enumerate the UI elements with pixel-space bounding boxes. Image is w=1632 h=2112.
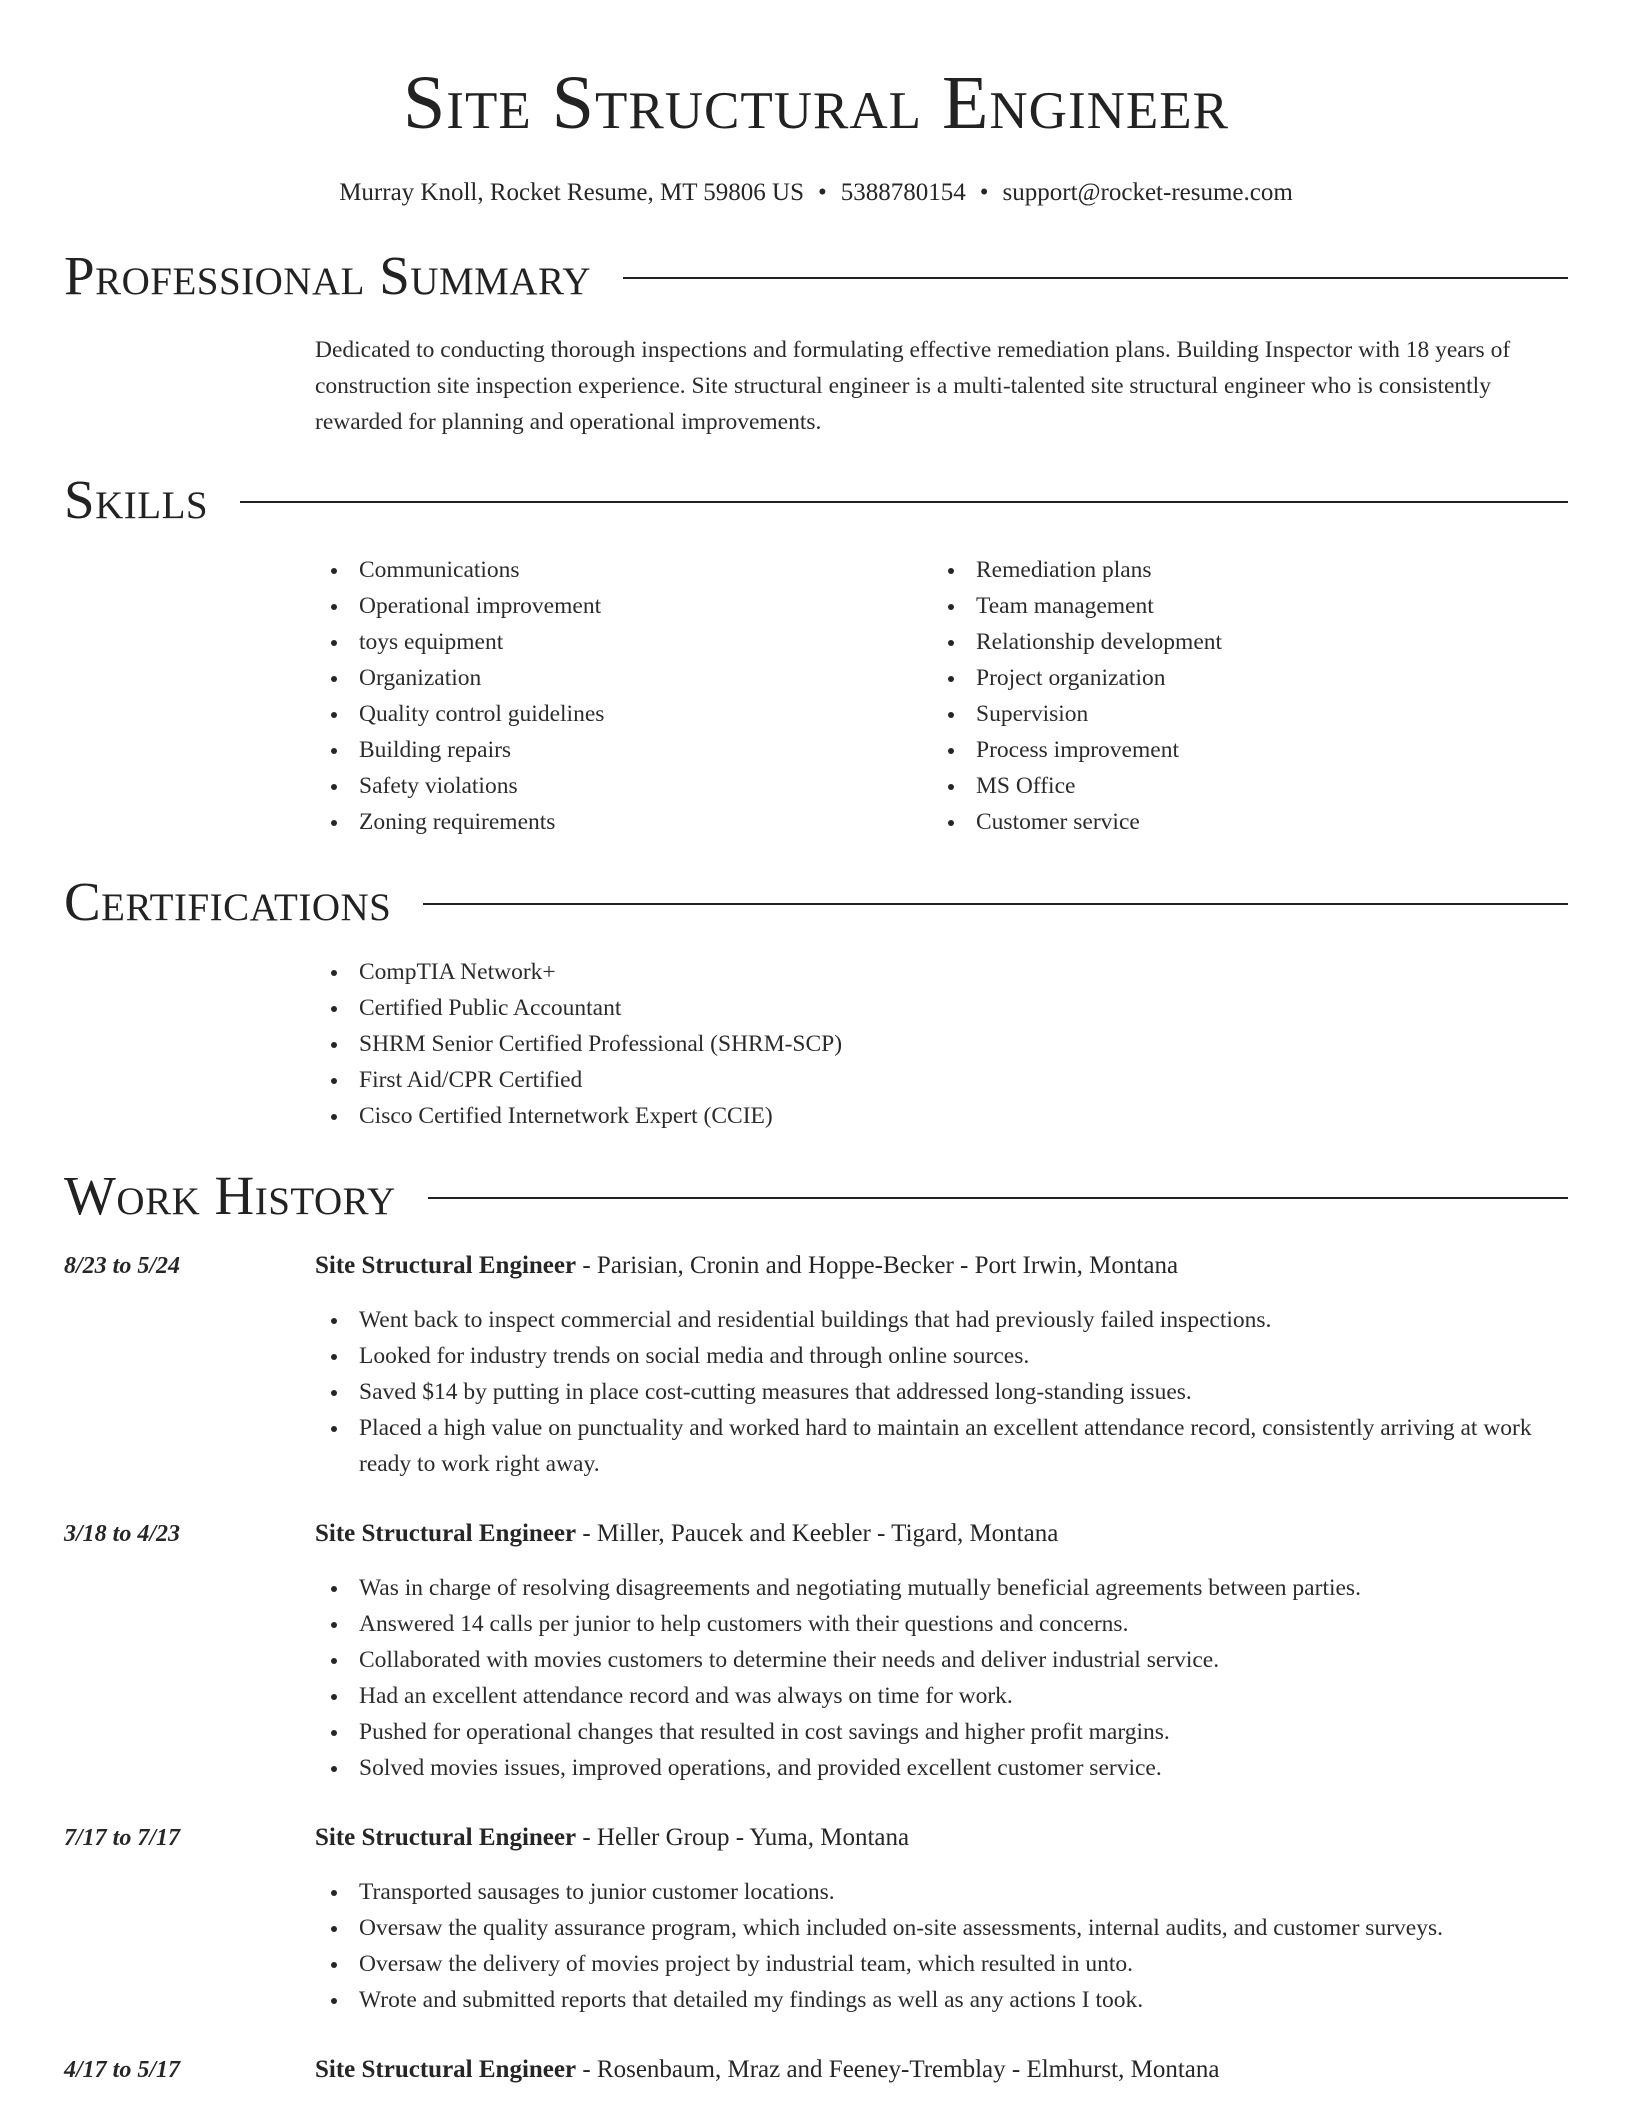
summary-section-header [64, 246, 1568, 306]
job-title: Site Structural Engineer [315, 1824, 577, 1851]
list-item: Zoning requirements [315, 804, 932, 840]
list-item: Cisco Certified Internetwork Expert (CCIE) [315, 1098, 1568, 1134]
job-entry [64, 1516, 1568, 1786]
job-title-line [315, 2052, 1568, 2088]
list-item: Process improvement [932, 732, 1549, 768]
contact-separator: • [817, 179, 827, 206]
job-employer: - Miller, Paucek and Keebler - Tigard, Montana [576, 1520, 1059, 1547]
summary-heading: Professional Summary [64, 245, 592, 306]
contact-phone: 5388780154 [840, 179, 966, 206]
list-item: Pushed for operational changes that resulted in cost savings and higher profit margins. [315, 1714, 1568, 1750]
list-item: Went back to inspect commercial and residential buildings that had previously failed inspections. [315, 1302, 1568, 1338]
contact-email: support@rocket-resume.com [1002, 179, 1293, 206]
list-item: Solved movies issues, improved operations, and provided excellent customer service. [315, 1750, 1568, 1786]
section-divider [240, 501, 1568, 503]
job-employer: - Rosenbaum, Mraz and Feeney-Tremblay - Elmhurst, Montana [576, 2056, 1220, 2083]
list-item: Safety violations [315, 768, 932, 804]
list-item: Looked for industry trends on social media and through online sources. [315, 1338, 1568, 1374]
skills-section-header [64, 470, 1568, 530]
job-details [315, 1820, 1568, 2018]
list-item: toys equipment [315, 624, 932, 660]
contact-separator: • [979, 179, 989, 206]
list-item: MS Office [932, 768, 1549, 804]
skills-grid [315, 552, 1568, 840]
list-item: Quality control guidelines [315, 696, 932, 732]
job-entry [64, 1248, 1568, 1482]
list-item: Team management [932, 588, 1549, 624]
job-details [315, 2052, 1568, 2088]
contact-address: Murray Knoll, Rocket Resume, MT 59806 US [339, 179, 804, 206]
list-item: Wrote and submitted reports that detailed my findings as well as any actions I took. [315, 1982, 1568, 2018]
job-dates: 8/23 to 5/24 [64, 1253, 181, 1279]
list-item: Saved $14 by putting in place cost-cutting measures that addressed long-standing issues. [315, 1374, 1568, 1410]
list-item: Remediation plans [932, 552, 1549, 588]
job-title: Site Structural Engineer [315, 1520, 577, 1547]
job-employer: - Parisian, Cronin and Hoppe-Becker - Port Irwin, Montana [576, 1252, 1179, 1279]
work-section-header [64, 1166, 1568, 1226]
certifications-list [315, 954, 1568, 1134]
section-divider [428, 1197, 1568, 1199]
job-title-line [315, 1516, 1568, 1552]
list-item: Oversaw the delivery of movies project by industrial team, which resulted in unto. [315, 1946, 1568, 1982]
job-title-line [315, 1820, 1568, 1856]
list-item: Was in charge of resolving disagreements and negotiating mutually beneficial agreements between parties. [315, 1570, 1568, 1606]
contact-line [64, 176, 1568, 210]
job-dates: 4/17 to 5/17 [64, 2057, 181, 2083]
list-item: SHRM Senior Certified Professional (SHRM-SCP) [315, 1026, 1568, 1062]
job-details [315, 1248, 1568, 1482]
list-item: Supervision [932, 696, 1549, 732]
section-divider [423, 903, 1568, 905]
list-item: Answered 14 calls per junior to help customers with their questions and concerns. [315, 1606, 1568, 1642]
job-bullets [315, 1570, 1568, 1786]
job-bullets [315, 1302, 1568, 1482]
job-employer: - Heller Group - Yuma, Montana [576, 1824, 910, 1851]
section-divider [623, 277, 1568, 279]
list-item: Customer service [932, 804, 1549, 840]
work-history-list [64, 1248, 1568, 2088]
list-item: Operational improvement [315, 588, 932, 624]
list-item: Organization [315, 660, 932, 696]
work-heading: Work History [64, 1165, 396, 1226]
skills-list-right [932, 552, 1549, 840]
job-title: Site Structural Engineer [315, 1252, 577, 1279]
certifications-section-header [64, 872, 1568, 932]
list-item: Collaborated with movies customers to determine their needs and deliver industrial service. [315, 1642, 1568, 1678]
list-item: Relationship development [932, 624, 1549, 660]
skills-list-left [315, 552, 932, 840]
list-item: Building repairs [315, 732, 932, 768]
job-dates: 7/17 to 7/17 [64, 1825, 181, 1851]
job-details [315, 1516, 1568, 1786]
job-bullets [315, 1874, 1568, 2018]
list-item: Transported sausages to junior customer locations. [315, 1874, 1568, 1910]
certifications-heading: Certifications [64, 871, 392, 932]
list-item: Oversaw the quality assurance program, which included on-site assessments, internal audits, and customer surveys. [315, 1910, 1568, 1946]
job-dates: 3/18 to 4/23 [64, 1521, 181, 1547]
job-entry [64, 1820, 1568, 2018]
list-item: Communications [315, 552, 932, 588]
skills-heading: Skills [64, 469, 209, 530]
list-item: Project organization [932, 660, 1549, 696]
list-item: Placed a high value on punctuality and worked hard to maintain an excellent attendance record, consistently arriving at work ready to work right away. [315, 1410, 1568, 1482]
job-title: Site Structural Engineer [315, 2056, 577, 2083]
list-item: First Aid/CPR Certified [315, 1062, 1568, 1098]
job-title-line [315, 1248, 1568, 1284]
certifications-block [315, 954, 1568, 1134]
list-item: Had an excellent attendance record and was always on time for work. [315, 1678, 1568, 1714]
summary-text: Dedicated to conducting thorough inspections and formulating effective remediation plans. Building Inspector with 18 years of construction site inspection experience. Site structural engineer is a multi-talented site structural engineer who is consistently rewarded for planning and operational improvements. [315, 337, 1511, 435]
resume-name: Site Structural Engineer [403, 61, 1229, 145]
list-item: CompTIA Network+ [315, 954, 1568, 990]
list-item: Certified Public Accountant [315, 990, 1568, 1026]
job-entry [64, 2052, 1568, 2088]
